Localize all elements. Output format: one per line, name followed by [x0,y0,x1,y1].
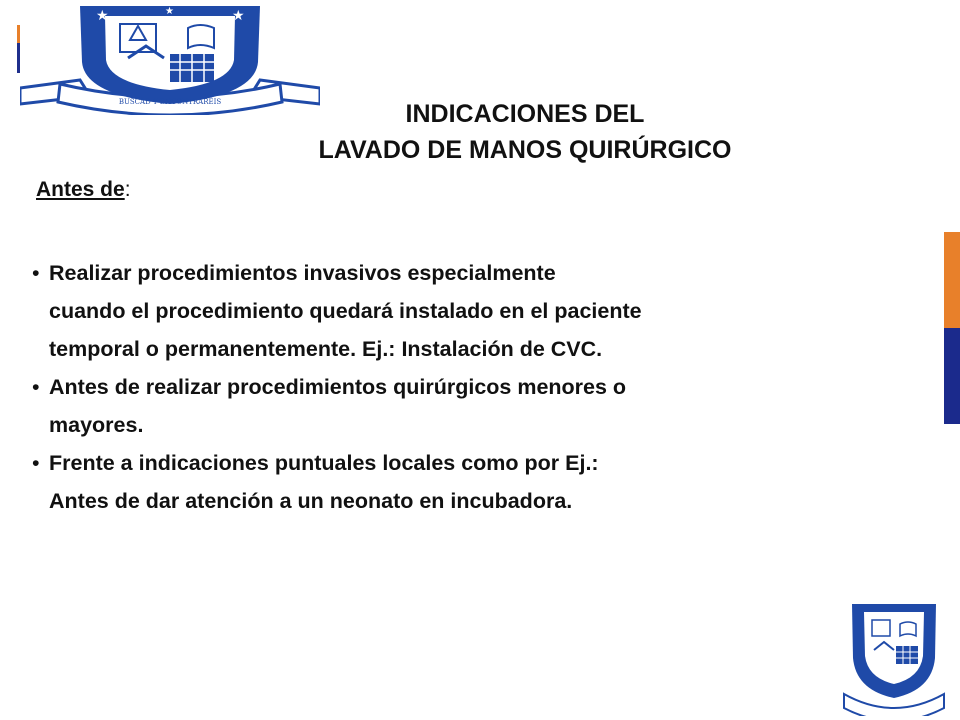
bullet-icon: • [32,375,40,399]
list-item-line: Realizar procedimientos invasivos especialmente [49,261,556,285]
list-item-line: mayores. [49,413,144,437]
right-accent-bars [944,232,960,424]
orange-accent-bar [944,232,960,328]
section-label-colon: : [124,178,131,201]
title-line-2: LAVADO DE MANOS QUIRÚRGICO [318,136,732,164]
section-label-text: Antes de [36,178,125,201]
list-item [32,444,852,520]
list-item-line: cuando el procedimiento quedará instalado en el paciente [49,299,642,323]
svg-text:★: ★ [232,8,245,24]
bullet-icon: • [32,451,40,475]
title-line-1: INDICACIONES DEL [405,100,645,128]
section-label [36,178,131,202]
logo-motto: BUSCAD Y ENCONTRARÉIS [118,98,222,106]
list-item-line: Antes de realizar procedimientos quirúrgicos menores o [49,375,627,399]
list-item-line: Frente a indicaciones puntuales locales como por Ej.: [49,451,599,475]
list-item [32,368,852,444]
list-item-line: Antes de dar atención a un neonato en incubadora. [49,489,573,513]
list-item [32,254,852,368]
bullet-icon: • [32,261,40,285]
svg-text:★: ★ [96,8,109,24]
university-logo-small [838,598,950,716]
slide-title [245,96,805,168]
blue-accent-bar [944,328,960,424]
svg-text:★: ★ [165,6,174,17]
list-item-line: temporal o permanentemente. Ej.: Instalación de CVC. [49,337,603,361]
indication-list [32,254,852,520]
